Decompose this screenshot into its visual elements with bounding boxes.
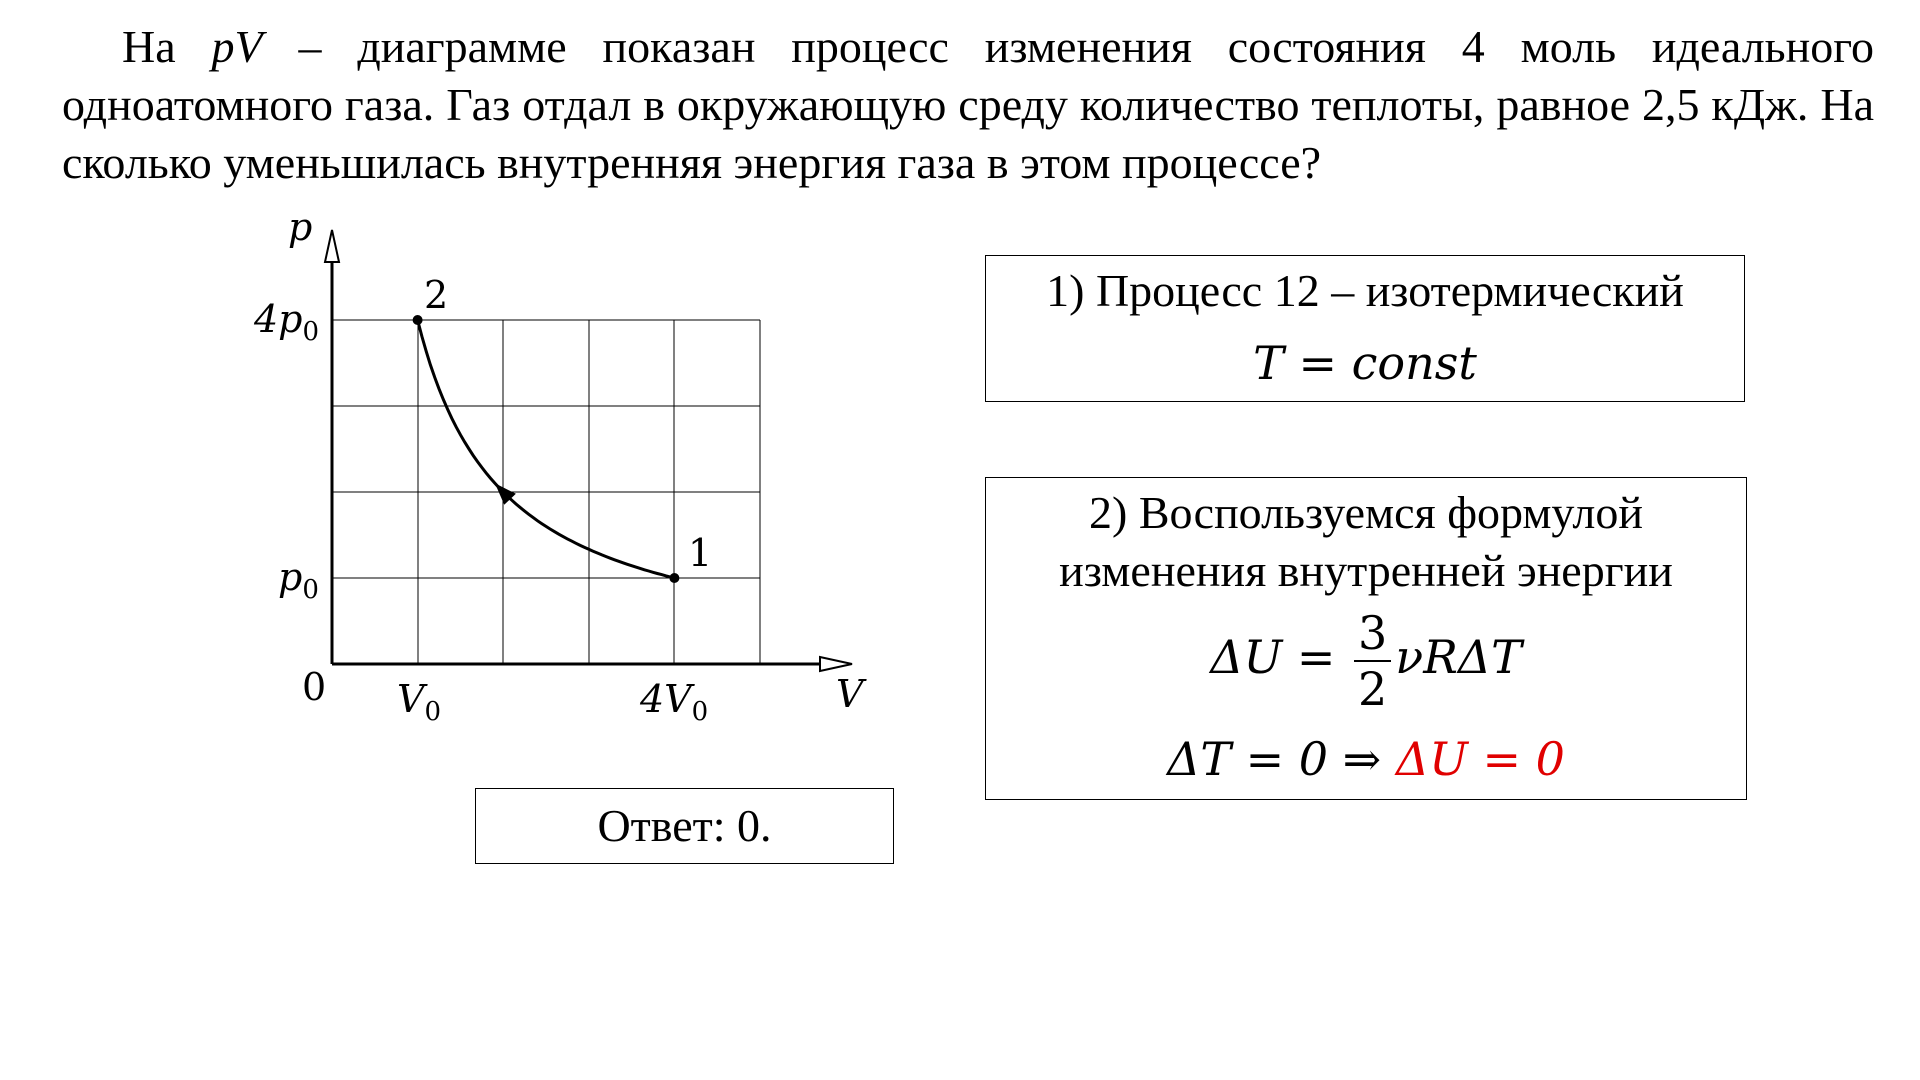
- answer-text: Ответ: 0.: [597, 800, 772, 851]
- y-tick-4p0: $4p_0$: [254, 297, 320, 347]
- axis-v-label: V: [836, 672, 864, 716]
- step1-formula: T = const: [1253, 336, 1477, 390]
- problem-part1: На: [122, 21, 212, 72]
- step2-line1: 2) Воспользуемся формулой: [1089, 487, 1643, 538]
- delta-u-formula: [986, 606, 1746, 716]
- step2-box: [985, 477, 1747, 800]
- origin-label: 0: [302, 665, 327, 709]
- grid: [332, 320, 760, 664]
- problem-part2: – диаграмме показан процесс изменения состояния 4 моль идеального одноатомного газа. Газ отдал в окружающую среду количество теплоты, равное 2,5 кДж. На сколько уменьшилась внутренняя энергия газа в этом процессе?: [62, 21, 1874, 188]
- fraction-denominator: 2: [1358, 662, 1388, 716]
- x-axis-arrow: [820, 657, 852, 671]
- delta-u-lhs: ΔU =: [1210, 630, 1336, 684]
- isotherm-curve: [418, 320, 675, 578]
- point-2-label: 2: [424, 273, 449, 317]
- y-tick-p0: $p_0$: [278, 555, 319, 605]
- problem-text: [62, 18, 1874, 192]
- axis-p-label: p: [288, 210, 313, 249]
- delta-u-rhs: νRΔT: [1395, 630, 1522, 684]
- fraction: [1354, 606, 1391, 716]
- step1-text: 1) Процесс 12 – изотермический: [1046, 265, 1684, 316]
- axes: [332, 240, 850, 664]
- result: ΔU = 0: [1395, 732, 1565, 786]
- x-tick-v0: $V_0$: [397, 677, 441, 727]
- step1-box: [985, 255, 1745, 402]
- conclusion-line: [986, 732, 1746, 786]
- point-1-label: 1: [688, 531, 713, 575]
- fraction-numerator: 3: [1354, 610, 1391, 662]
- conclusion: ΔT = 0 ⇒: [1167, 732, 1382, 786]
- answer-box: [475, 788, 894, 864]
- pv-diagram: [240, 210, 880, 730]
- pv-label: pV: [211, 21, 263, 72]
- step2-line2: изменения внутренней энергии: [1059, 545, 1673, 596]
- y-axis-arrow: [325, 230, 339, 262]
- point-1: [669, 573, 679, 583]
- x-tick-4v0: $4V_0$: [640, 677, 709, 727]
- point-2: [413, 315, 423, 325]
